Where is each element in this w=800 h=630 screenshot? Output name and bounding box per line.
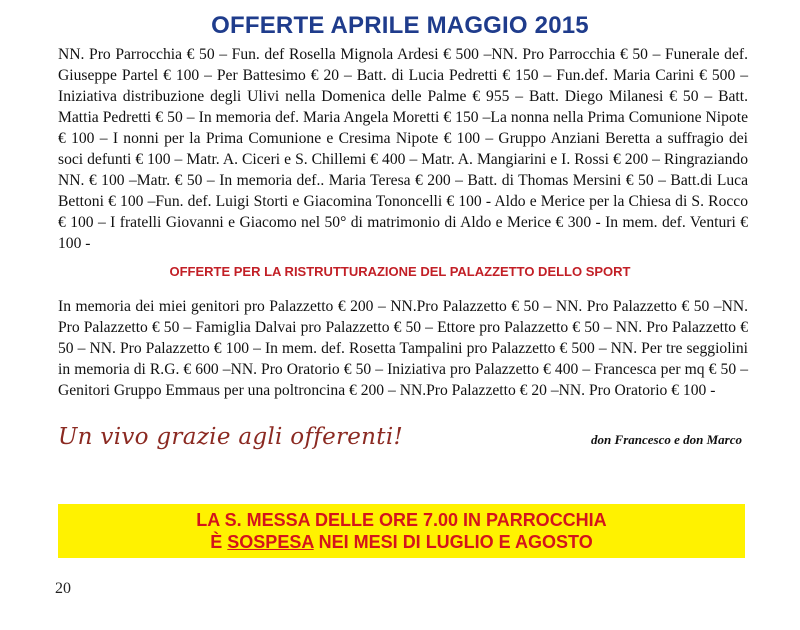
notice-banner [58, 504, 745, 558]
notice-line-1: LA S. MESSA DELLE ORE 7.00 IN PARROCCHIA [196, 510, 607, 530]
notice-line-2-suffix: NEI MESI DI LUGLIO E AGOSTO [313, 532, 593, 552]
page-number: 20 [55, 580, 71, 597]
palazzetto-offerings-paragraph: In memoria dei miei genitori pro Palazzetto € 200 – NN.Pro Palazzetto € 50 – NN. Pro Palazzetto € 50 –NN. Pro Palazzetto € 50 – Famiglia Dalvai pro Palazzetto € 50 – Ettore pro Palazzetto € 50 – NN. Pro Palazzetto € 50 – NN. Pro Palazzetto € 100 – In mem. def. Rosetta Tampalini pro Palazzetto € 500 – NN. Per tre seggiolini in memoria di R.G. € 600 –NN. Pro Oratorio € 50 – Iniziativa pro Palazzetto € 400 – Francesca per mq € 50 – Genitori Gruppo Emmaus per una poltroncina € 200 – NN.Pro Palazzetto € 20 –NN. Pro Oratorio € 100 - [58, 298, 748, 399]
notice-line-2-prefix: È [210, 532, 228, 552]
signature: don Francesco e don Marco [591, 432, 742, 447]
page-title: OFFERTE APRILE MAGGIO 2015 [211, 12, 589, 39]
offerings-paragraph: NN. Pro Parrocchia € 50 – Fun. def Rosella Mignola Ardesi € 500 –NN. Pro Parrocchia € 50 – Funerale def. Giuseppe Partel € 100 – Per Battesimo € 20 – Batt. di Lucia Pedretti € 150 – Fun.def. Maria Carini € 500 –Iniziativa distribuzione degli Ulivi nella Domenica delle Palme € 955 – Batt. Diego Milanesi € 50 – Batt. Mattia Pedretti € 50 – In memoria def. Maria Angela Moretti € 150 –La nonna nella Prima Comunione Nipote € 100 – I nonni per la Prima Comunione e Cresima Nipote € 100 – Gruppo Anziani Beretta a suffragio dei soci defunti € 100 – Matr. A. Ciceri e S. Chillemi € 400 – Matr. A. Mangiarini e I. Rossi € 200 – Ringraziando NN. € 100 –Matr. € 50 – In memoria def.. Maria Teresa € 200 – Batt. di Thomas Mersini € 50 – Batt.di Luca Bettoni € 100 –Fun. def. Luigi Storti e Giacomina Tononcelli € 100 - Aldo e Merice per la Chiesa di S. Rocco € 100 – I fratelli Giovanni e Giacomo nel 50° di matrimonio di Aldo e Merice € 300 - In mem. def. Venturi € 100 - [58, 46, 748, 252]
notice-line-2 [58, 531, 745, 553]
section-subtitle: OFFERTE PER LA RISTRUTTURAZIONE DEL PALAZZETTO DELLO SPORT [169, 264, 631, 279]
notice-suspended-word: SOSPESA [227, 532, 314, 552]
thanks-message: Un vivo grazie agli offerenti! [58, 424, 404, 450]
